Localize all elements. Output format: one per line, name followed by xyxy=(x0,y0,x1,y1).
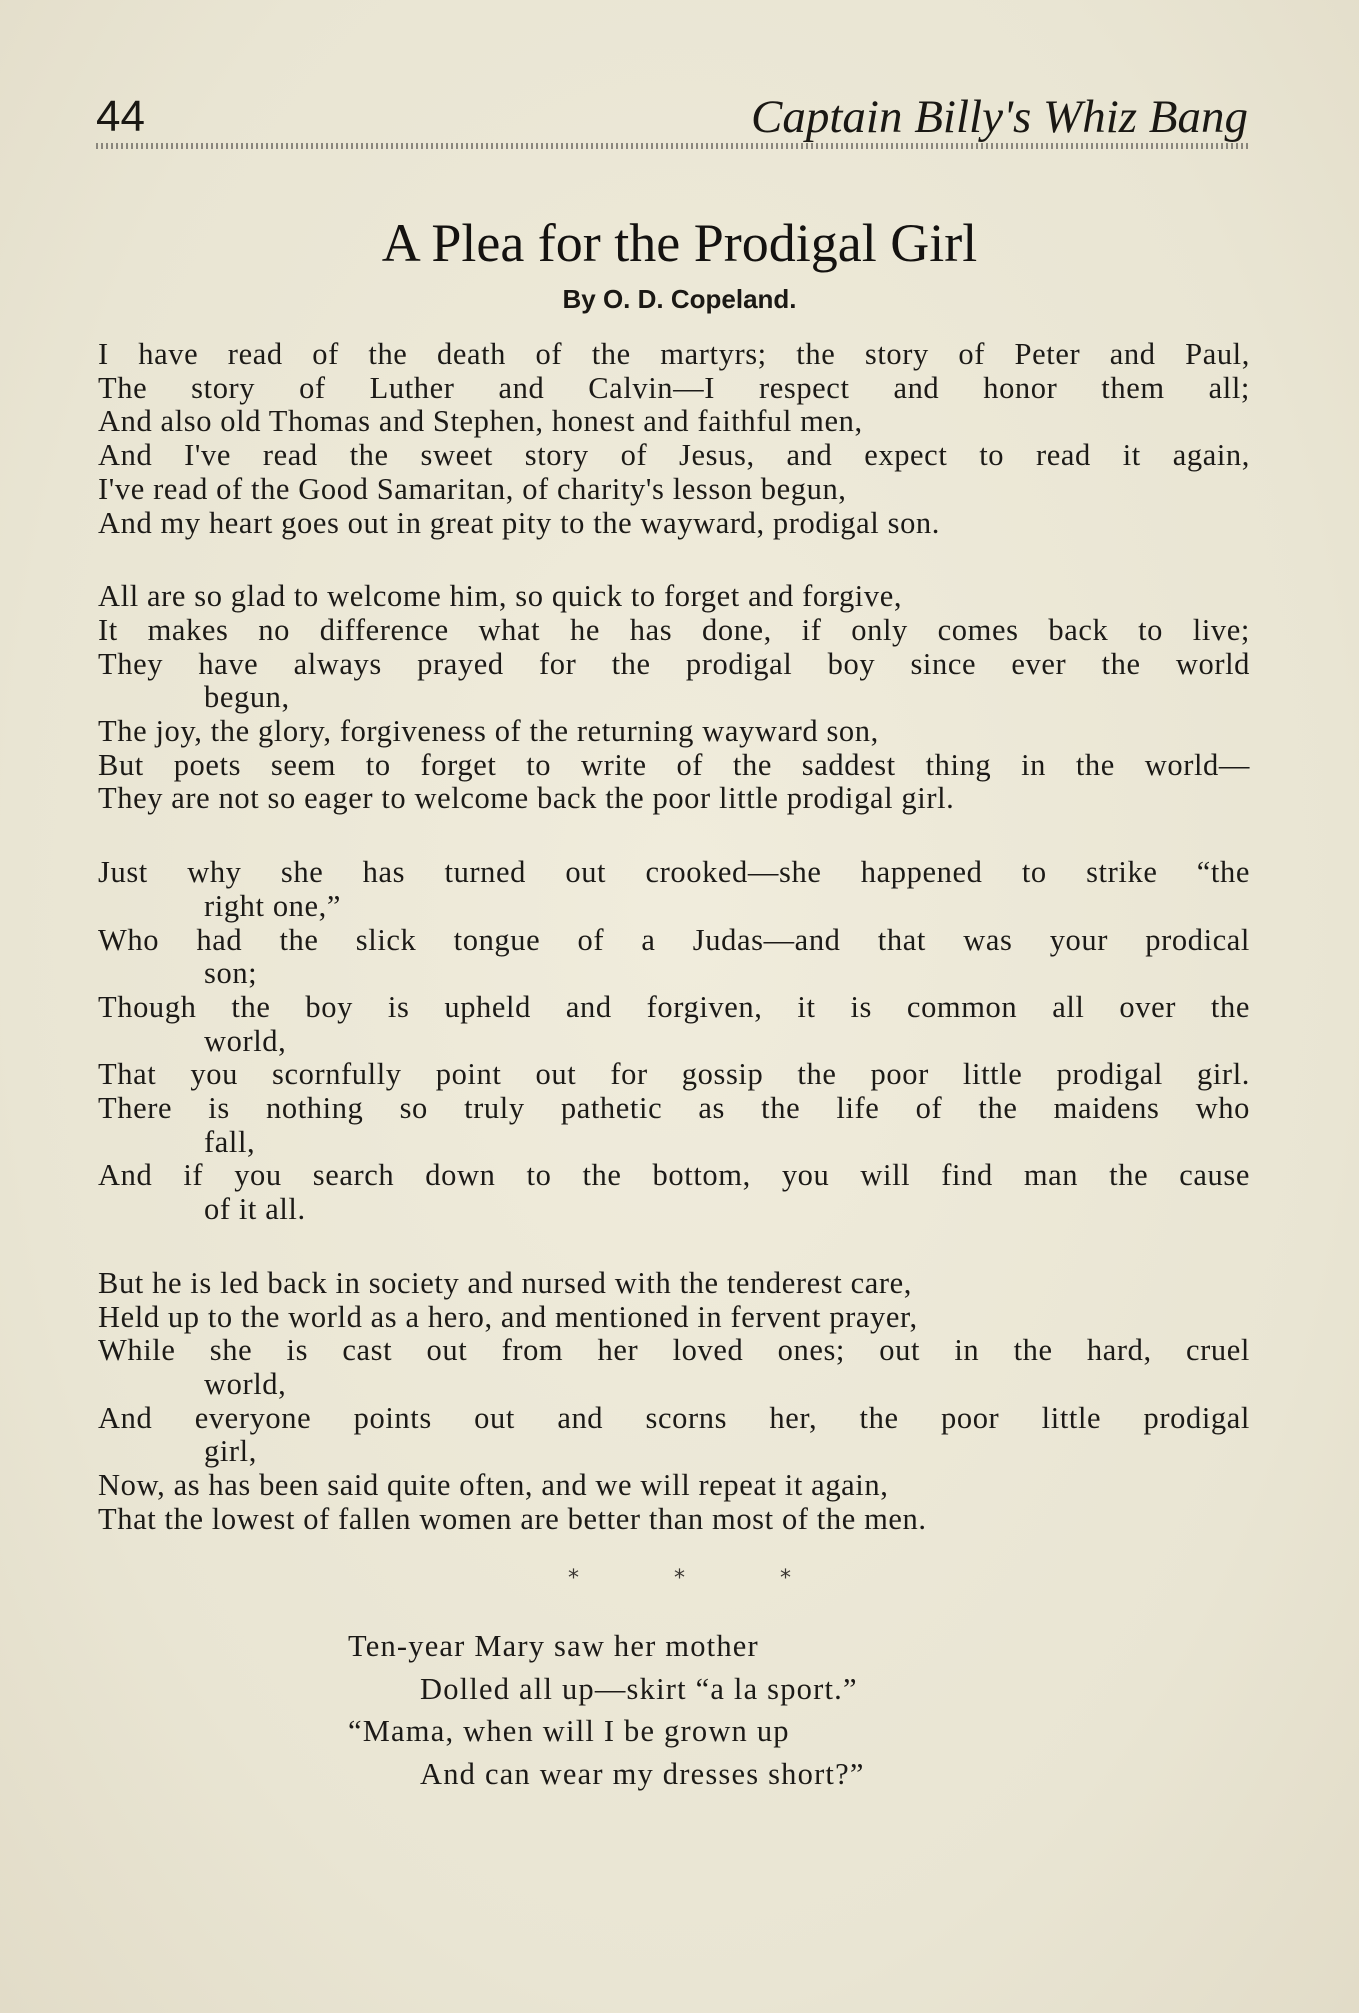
poem-line: And if you search down to the bottom, you will find man the cause xyxy=(98,1158,1250,1193)
poem-line: girl, xyxy=(204,1434,257,1469)
poem-line: fall, xyxy=(204,1124,256,1159)
running-title: Captain Billy's Whiz Bang xyxy=(750,91,1248,143)
verse-line: Dolled all up—skirt “a la sport.” xyxy=(420,1671,858,1706)
poem-body xyxy=(98,338,1250,1577)
stanza-2 xyxy=(98,580,1250,816)
poem-line: begun, xyxy=(204,680,290,715)
poem-line: Who had the slick tongue of a Judas—and that was your prodical xyxy=(98,922,1250,957)
poem-line: And also old Thomas and Stephen, honest and faithful men, xyxy=(98,404,863,439)
article-title: A Plea for the Prodigal Girl xyxy=(381,213,978,273)
poem-line: Held up to the world as a hero, and mentioned in fervent prayer, xyxy=(98,1299,918,1334)
closing-verse xyxy=(348,1625,865,1795)
poem-line: But poets seem to forget to write of the saddest thing in the world— xyxy=(98,747,1250,782)
poem-line: That the lowest of fallen women are better than most of the men. xyxy=(98,1501,927,1536)
page-number: 44 xyxy=(96,92,145,141)
poem-line: That you scornfully point out for gossip the poor little prodigal girl. xyxy=(98,1057,1250,1092)
stanza-3 xyxy=(98,856,1250,1227)
poem-line: The story of Luther and Calvin—I respect and honor them all; xyxy=(98,370,1250,405)
poem-line: There is nothing so truly pathetic as the life of the maidens who xyxy=(98,1091,1250,1126)
page-header xyxy=(96,82,1248,152)
poem-line: And my heart goes out in great pity to the wayward, prodigal son. xyxy=(98,505,940,540)
poem-line: I have read of the death of the martyrs; the story of Peter and Paul, xyxy=(98,337,1250,371)
verse-line: And can wear my dresses short?” xyxy=(420,1756,865,1791)
verse-line: Ten-year Mary saw her mother xyxy=(348,1629,759,1663)
poem-line: Though the boy is upheld and forgiven, it is common all over the xyxy=(98,989,1250,1024)
poem-line: Now, as has been said quite often, and we will repeat it again, xyxy=(98,1468,889,1503)
poem-line: All are so glad to welcome him, so quick to forget and forgive, xyxy=(98,579,903,614)
poem-line: While she is cast out from her loved ones; out in the hard, cruel xyxy=(98,1333,1250,1368)
poem-line: And everyone points out and scorns her, the poor little prodigal xyxy=(98,1400,1250,1435)
stanza-4 xyxy=(98,1267,1250,1537)
poem-line: They are not so eager to welcome back the poor little prodigal girl. xyxy=(98,781,955,816)
poem-line: And I've read the sweet story of Jesus, and expect to read it again, xyxy=(98,438,1250,473)
poem-line: It makes no difference what he has done, if only comes back to live; xyxy=(98,612,1250,647)
poem-line: Just why she has turned out crooked—she happened to strike “the xyxy=(98,855,1250,890)
poem-line: right one,” xyxy=(204,888,342,923)
poem-line: The joy, the glory, forgiveness of the returning wayward son, xyxy=(98,714,879,749)
stanza-1 xyxy=(98,338,1250,540)
header-rule xyxy=(96,143,1248,149)
poem-line: of it all. xyxy=(204,1192,306,1227)
poem-line: son; xyxy=(204,956,258,991)
poem-line: But he is led back in society and nursed with the tenderest care, xyxy=(98,1265,912,1300)
poem-line: world, xyxy=(204,1023,287,1058)
verse-line: “Mama, when will I be grown up xyxy=(348,1714,790,1748)
poem-line: They have always prayed for the prodigal boy since ever the world xyxy=(98,646,1250,681)
section-separator: * * * xyxy=(568,1566,835,1591)
poem-line: world, xyxy=(204,1366,287,1401)
poem-line: I've read of the Good Samaritan, of charity's lesson begun, xyxy=(98,471,847,506)
article-byline: By O. D. Copeland. xyxy=(562,284,797,314)
